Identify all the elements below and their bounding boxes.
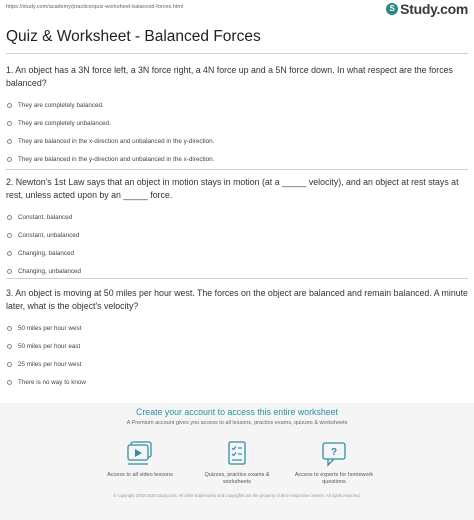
- radio-icon[interactable]: [7, 380, 12, 385]
- study-logo-icon: S: [386, 3, 398, 15]
- video-lessons-icon: [123, 440, 157, 468]
- answer-options: [6, 208, 468, 280]
- radio-icon[interactable]: [7, 233, 12, 238]
- answer-option[interactable]: [6, 355, 468, 373]
- answer-option[interactable]: [6, 226, 468, 244]
- radio-icon[interactable]: [7, 344, 12, 349]
- feature-label: Access to experts for homework questions: [294, 472, 374, 485]
- radio-icon[interactable]: [7, 121, 12, 126]
- answer-option[interactable]: [6, 319, 468, 337]
- page-url[interactable]: https://study.com/academy/practice/quiz-worksheet-balanced-forces.html: [6, 4, 184, 10]
- radio-icon[interactable]: [7, 326, 12, 331]
- answer-options: [6, 96, 468, 168]
- feature-video-lessons: [94, 440, 186, 486]
- page-title: Quiz & Worksheet - Balanced Forces: [6, 28, 261, 45]
- premium-description: A Premium account gives you access to all lessons, practice exams, quizzes & worksheets: [126, 420, 348, 426]
- answer-label: They are balanced in the y-direction and unbalanced in the x-direction.: [18, 155, 215, 163]
- answer-option[interactable]: [6, 114, 468, 132]
- answer-label: There is no way to know: [18, 378, 86, 386]
- answer-label: 50 miles per hour west: [18, 324, 82, 332]
- title-divider: [6, 53, 468, 54]
- copyright-notice: © copyright 2003-2020 Study.com. All other trademarks and copyrights are the property of their respective owners. All rights reserved.: [113, 493, 361, 498]
- experts-icon: [317, 440, 351, 468]
- radio-icon[interactable]: [7, 362, 12, 367]
- answer-option[interactable]: [6, 132, 468, 150]
- radio-icon[interactable]: [7, 251, 12, 256]
- answer-option[interactable]: [6, 150, 468, 168]
- create-account-link[interactable]: Create your account to access this entire worksheet: [136, 407, 338, 417]
- answer-option[interactable]: [6, 244, 468, 262]
- radio-icon[interactable]: [7, 139, 12, 144]
- radio-icon[interactable]: [7, 215, 12, 220]
- question-text: 3. An object is moving at 50 miles per hour west. The forces on the object are balanced and remain balanced. A minute later, what is the object's velocity?: [6, 288, 468, 311]
- answer-label: 25 miles per hour west: [18, 360, 82, 368]
- answer-label: Changing, unbalanced: [18, 267, 82, 275]
- radio-icon[interactable]: [7, 103, 12, 108]
- answer-options: [6, 319, 468, 391]
- brand-logo[interactable]: [386, 1, 468, 17]
- question-3: [6, 287, 468, 391]
- answer-label: They are completely balanced.: [18, 101, 104, 109]
- svg-text:?: ?: [330, 447, 338, 458]
- feature-label: Access to all video lessons: [107, 472, 173, 478]
- radio-icon[interactable]: [7, 269, 12, 274]
- radio-icon[interactable]: [7, 157, 12, 162]
- answer-label: Constant, unbalanced: [18, 231, 80, 239]
- feature-list: [94, 440, 380, 486]
- answer-label: They are completely unbalanced.: [18, 119, 111, 127]
- question-divider: [6, 169, 468, 170]
- answer-label: They are balanced in the x-direction and unbalanced in the y-direction.: [18, 137, 215, 145]
- top-bar: [0, 0, 474, 18]
- question-text: 1. An object has a 3N force left, a 3N force right, a 4N force up and a 5N force down. In what respect are the forces balanced?: [6, 65, 453, 88]
- feature-experts: [288, 440, 380, 486]
- question-divider: [6, 278, 468, 279]
- question-2: [6, 176, 468, 280]
- answer-option[interactable]: [6, 337, 468, 355]
- answer-option[interactable]: [6, 208, 468, 226]
- answer-option[interactable]: [6, 373, 468, 391]
- premium-footer: [0, 403, 474, 520]
- feature-label: Quizzes, practice exams & worksheets: [204, 472, 270, 485]
- brand-name: Study.com: [400, 1, 468, 17]
- question-1: [6, 64, 468, 168]
- answer-label: Constant, balanced: [18, 213, 73, 221]
- feature-quizzes: [191, 440, 283, 486]
- question-text: 2. Newton's 1st Law says that an object in motion stays in motion (at a _____ velocity), and an object at rest stays at rest, unless acted upon by an _____ force.: [6, 177, 459, 200]
- answer-label: Changing, balanced: [18, 249, 75, 257]
- answer-option[interactable]: [6, 96, 468, 114]
- answer-label: 50 miles per hour east: [18, 342, 81, 350]
- quizzes-icon: [220, 440, 254, 468]
